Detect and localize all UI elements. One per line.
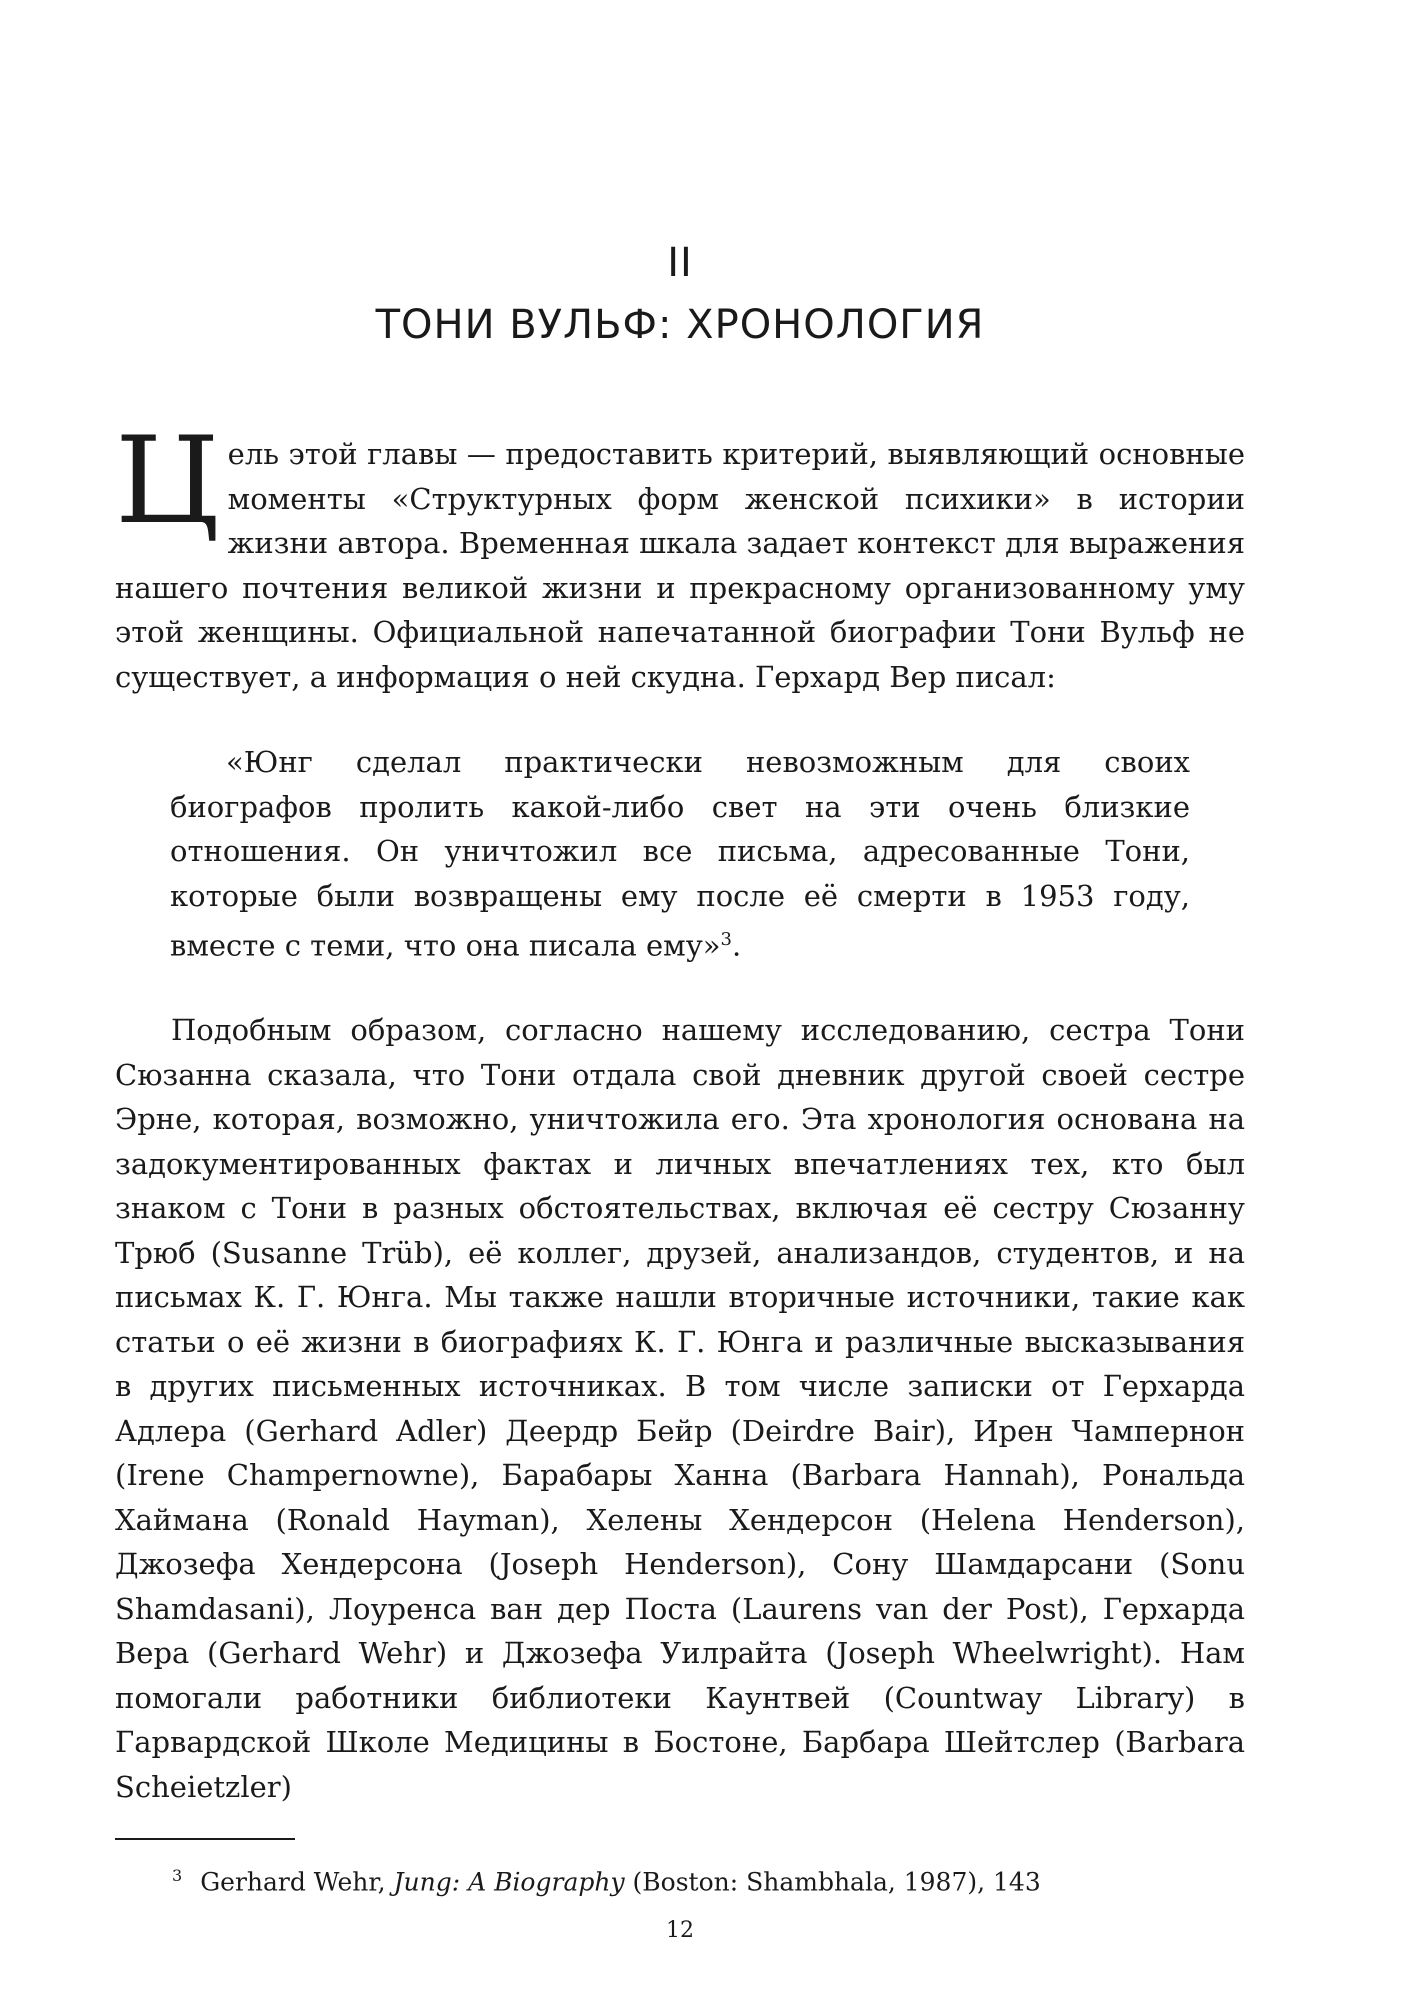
drop-cap: Ц xyxy=(115,412,220,551)
intro-text: ель этой главы — предоставить критерий, выявляющий основные моменты «Структурных форм женской психики» в истории жизни автора. Временная шкала задает контекст для выражения нашего почтения великой жизни и прекрасному организованному уму этой женщины. Официальной напечатанной биографии Тони Вульф не существует, а информация о ней скудна. Герхард Вер писал: xyxy=(115,437,1245,694)
chapter-title: ТОНИ ВУЛЬФ: ХРОНОЛОГИЯ xyxy=(375,302,985,348)
footnote-details: (Boston: Shambhala, 1987), 143 xyxy=(624,1867,1041,1897)
chapter-number: II xyxy=(667,240,693,286)
block-quote xyxy=(170,740,1190,968)
quote-end: . xyxy=(732,928,742,963)
footnote-marker: 3 xyxy=(172,1866,183,1885)
page-number: 12 xyxy=(666,1918,694,1943)
quote-text: «Юнг сделал практически невозможным для своих биографов пролить какой-либо свет на эти очень близкие отношения. Он уничтожил все письма, адресованные Тони, которые были возвращены ему после её смерти в 1953 году, вместе с теми, что она писала ему» xyxy=(170,745,1190,963)
footnote-book-title: Jung: A Biography xyxy=(393,1867,625,1897)
body-paragraph: Подобным образом, согласно нашему исследованию, сестра Тони Сюзанна сказала, что Тони отдала свой дневник другой своей сестре Эрне, которая, возможно, уничтожила его. Эта хронология основана на задокументированных фактах и личных впечатлениях тех, кто был знаком с Тони в разных обстоятельствах, включая её сестру Сюзанну Трюб (Susanne Trüb), её коллег, друзей, анализандов, студентов, и на письмах К. Г. Юнга. Мы также нашли вторичные источники, такие как статьи о её жизни в биографиях К. Г. Юнга и различные высказывания в других письменных источниках. В том числе записки от Герхарда Адлера (Gerhard Adler) Деердр Бейр (Deirdre Bair), Ирен Чампернон (Irene Champernowne), Барабары Ханна (Barbara Hannah), Рональда Хаймана (Ronald Hayman), Хелены Хендерсон (Helena Henderson), Джозефа Хендерсона (Joseph Henderson), Сону Шамдарсани (Sonu Shamdasani), Лоуренса ван дер Поста (Laurens van der Post), Герхарда Вера (Gerhard Wehr) и Джозефа Уилрайта (Joseph Wheelwright). Нам помогали работники библиотеки Каунтвей (Countway Library) в Гарвардской Школе Медицины в Бостоне, Барбара Шейтслер (Barbara Scheietzler) xyxy=(115,1013,1245,1804)
intro-paragraph xyxy=(115,412,1245,699)
footnote-reference[interactable]: 3 xyxy=(720,929,732,950)
footnote xyxy=(172,1858,1272,1900)
footnote-divider xyxy=(115,1838,295,1840)
footnote-author: Gerhard Wehr, xyxy=(200,1867,394,1897)
